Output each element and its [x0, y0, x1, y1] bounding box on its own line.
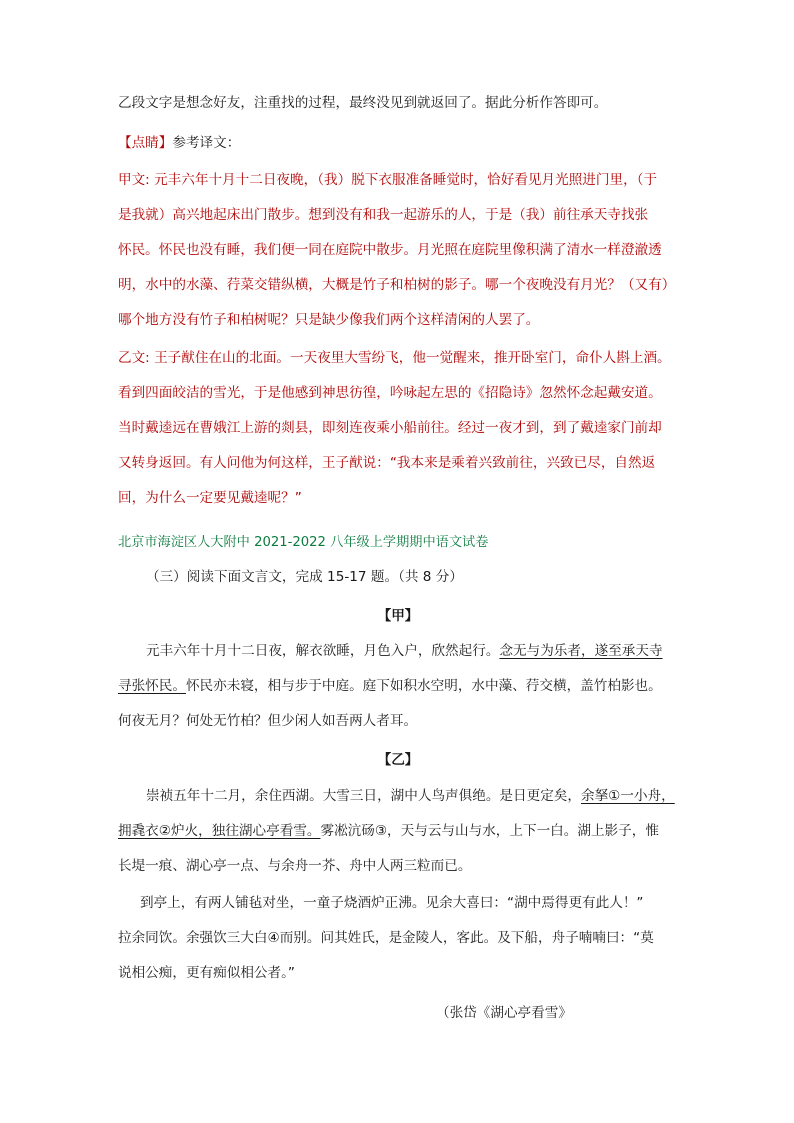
source-line: 北京市海淀区人大附中 2021-2022 八年级上学期期中语文试卷	[118, 535, 489, 550]
classical-line: 何夜无月？何处无竹柏？但少闲人如吾两人者耳。	[118, 713, 418, 729]
intro-line: 乙段文字是想念好友，注重找的过程，最终没见到就返回了。据此分析作答即可。	[118, 95, 608, 111]
yi-text	[118, 779, 678, 884]
classical-line: 寻张怀民。怀民亦未寝，相与步于中庭。庭下如积水空明，水中藻、荇交横，盖竹柏影也。	[118, 678, 662, 694]
yi-heading: 【乙】	[377, 752, 419, 768]
classical-line: 元丰六年十月十二日夜，解衣欲睡，月色入户，欣然起行。念无与为乐者，遂至承天寺	[146, 643, 663, 659]
translation-line: 甲文: 元丰六年十月十二日夜晚，（我）脱下衣服准备睡觉时，恰好看见月光照进门里，（于	[118, 172, 658, 188]
jia-text	[118, 634, 678, 739]
classical-line: 拥毳衣②炉火，独往湖心亭看雪。雾凇沆砀③，天与云与山与水，上下一白。湖上影子，惟	[118, 823, 659, 839]
classical-line: 长堤一痕、湖心亭一点、与余舟一芥、舟中人两三粒而已。	[118, 858, 472, 874]
classical-line: 说相公痴，更有痴似相公者。”	[118, 965, 295, 981]
translation-line: 是我就）高兴地起床出门散步。想到没有和我一起游乐的人，于是（我）前往承天寺找张	[118, 207, 649, 223]
dianjing-text: 参考译文：	[172, 135, 241, 151]
yiwen-translation	[118, 341, 678, 516]
translation-line: 回，为什么一定要见戴逵呢？”	[118, 490, 302, 506]
translation-line: 看到四面皎洁的雪光，于是他感到神思彷徨，吟咏起左思的《招隐诗》忽然怀念起戴安道。	[118, 385, 662, 401]
dianjing-line	[118, 126, 678, 161]
translation-line: 哪个地方没有竹子和柏树呢？只是缺少像我们两个这样清闲的人罢了。	[118, 312, 540, 328]
question-intro: （三）阅读下面文言文，完成 15-17 题。（共 8 分）	[146, 569, 463, 585]
translation-line: 明，水中的水藻、荇菜交错纵横，大概是竹子和柏树的影子。哪一个夜晚没有月光？（又有）	[118, 277, 676, 293]
translation-line: 怀民。怀民也没有睡，我们便一同在庭院中散步。月光照在庭院里像积满了清水一样澄澈透	[118, 242, 662, 258]
dianjing-label: 【点睛】	[118, 135, 173, 151]
classical-line: 拉余同饮。余强饮三大白④而别。问其姓氏，是金陵人，客此。及下船，舟子喃喃曰：“莫	[118, 930, 654, 946]
yi-paragraph-2	[118, 886, 678, 991]
classical-line: 崇祯五年十二月，余住西湖。大雪三日，湖中人鸟声俱绝。是日更定矣，余拏①一小舟，	[146, 788, 675, 804]
classical-line: 到亭上，有两人铺毡对坐，一童子烧酒炉正沸。见余大喜曰：“湖中焉得更有此人！”	[140, 895, 644, 911]
jiawen-translation	[118, 163, 678, 338]
translation-line: 当时戴逵远在曹娥江上游的剡县，即刻连夜乘小船前往。经过一夜才到，到了戴逵家门前却	[118, 420, 662, 436]
attribution: （张岱《湖心亭看雪》	[436, 1005, 572, 1021]
jia-heading: 【甲】	[377, 608, 419, 624]
translation-line: 又转身返回。有人问他为何这样，王子猷说：“我本来是乘着兴致前往，兴致已尽，自然返	[118, 455, 656, 471]
translation-line: 乙文: 王子猷住在山的北面。一天夜里大雪纷飞，他一觉醒来，推开卧室门，命仆人斟上酒。	[118, 350, 671, 366]
